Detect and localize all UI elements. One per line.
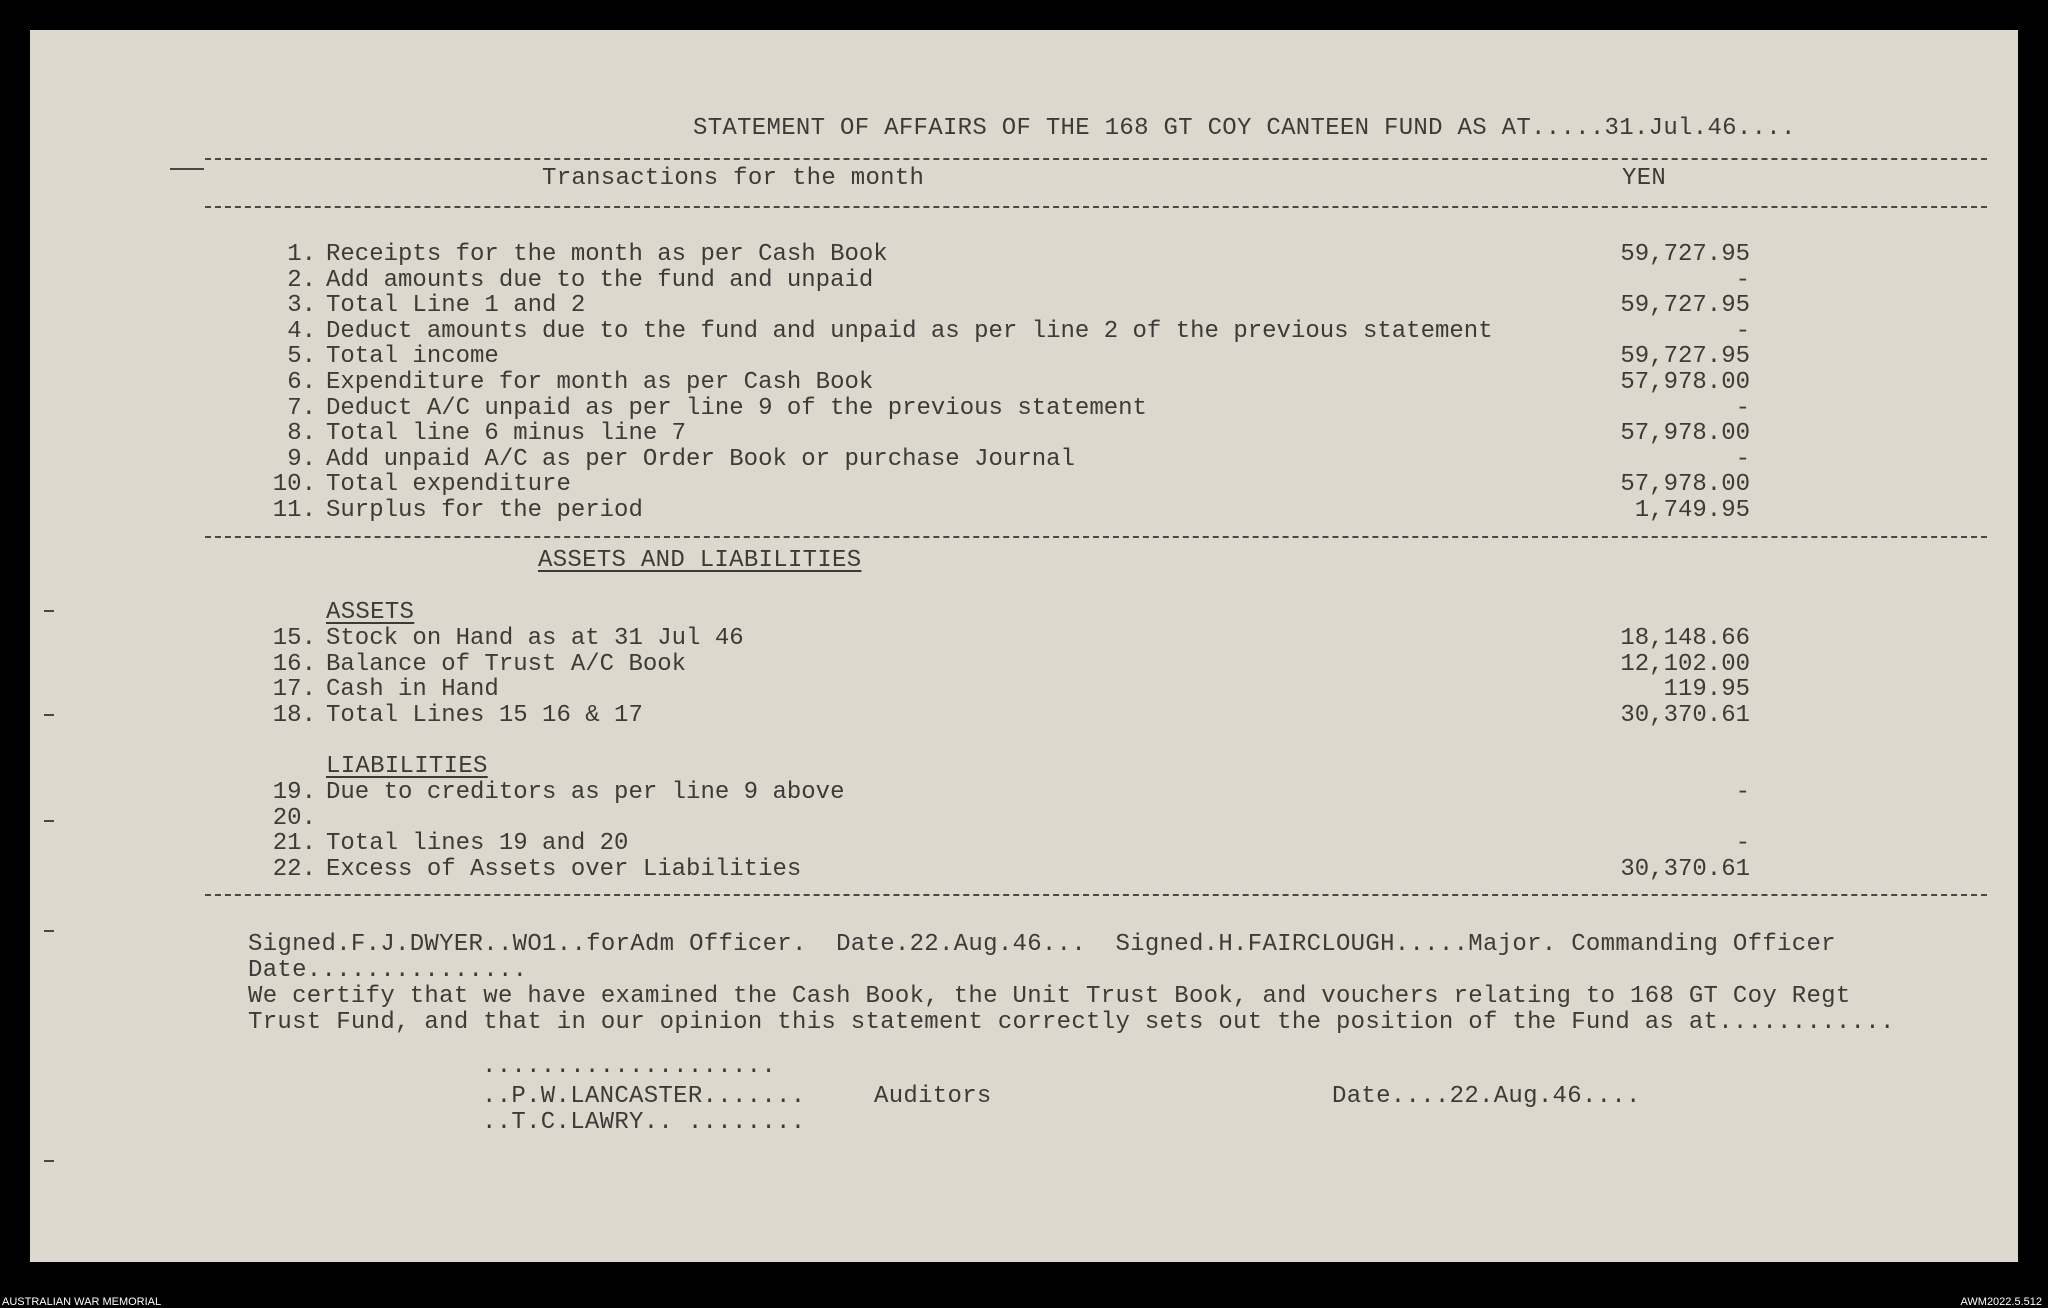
asset-amount: 18,148.66 [1620,625,1750,652]
asset-description: Total Lines 15 16 & 17 [326,701,643,729]
transaction-line-number: 9. [287,445,316,473]
liability-description: Due to creditors as per line 9 above [326,779,845,806]
asset-amount: 30,370.61 [1620,701,1750,729]
assets-heading: ASSETS [326,599,415,626]
transaction-description: Deduct amounts due to the fund and unpaid as per line 2 of the previous statement [326,317,1493,345]
asset-amount: 12,102.00 [1620,650,1750,678]
transaction-amount: 59,727.95 [1620,292,1750,320]
liability-description: Total lines 19 and 20 [326,830,629,858]
certification-line-1: We certify that we have examined the Cash Book, the Unit Trust Book, and vouchers relating to 168 GT Coy Regt [248,983,1851,1010]
liability-description: Excess of Assets over Liabilities [326,855,802,883]
transaction-line-number: 8. [287,420,316,448]
margin-mark [44,1160,54,1162]
transaction-line-number: 7. [287,394,316,422]
margin-mark [44,610,54,612]
transaction-description: Add unpaid A/C as per Order Book or purchase Journal [326,445,1075,473]
transaction-amount: 57,978.00 [1620,471,1750,499]
transaction-amount: 57,978.00 [1620,420,1750,448]
margin-mark [44,930,54,932]
column-header-currency: YEN [1622,165,1667,192]
transaction-description: Total line 6 minus line 7 [326,420,687,448]
transaction-line-number: 4. [287,317,316,345]
asset-line-number: 15. [272,625,316,652]
transaction-description: Total income [326,343,499,371]
transaction-amount: - [1735,394,1750,422]
transaction-amount: 59,727.95 [1620,241,1750,268]
asset-description: Balance of Trust A/C Book [326,650,687,678]
divider-header [205,206,1987,208]
transaction-amount: 57,978.00 [1620,369,1750,396]
transaction-line-number: 6. [287,369,316,396]
assets-liabilities-heading: ASSETS AND LIABILITIES [538,547,862,574]
liabilities-heading: LIABILITIES [326,753,488,780]
asset-line-number: 18. [272,701,316,729]
margin-mark [44,820,54,822]
auditor-signature-2: ..T.C.LAWRY.. ........ [482,1109,806,1136]
footer-left-caption: AUSTRALIAN WAR MEMORIAL [2,1296,162,1308]
auditors-label: Auditors [874,1083,992,1110]
transaction-description: Total Line 1 and 2 [326,292,586,320]
liability-line-number: 22. [272,855,316,883]
divider-liabilities-end [205,894,1987,896]
transaction-description: Receipts for the month as per Cash Book [326,241,888,268]
asset-line-number: 16. [272,650,316,678]
transaction-amount: - [1735,445,1750,473]
transaction-description: Surplus for the period [326,497,643,524]
transaction-description: Add amounts due to the fund and unpaid [326,266,874,294]
column-header-transactions: Transactions for the month [542,165,925,192]
transaction-amount: 1,749.95 [1634,497,1750,524]
transaction-line-number: 5. [287,343,316,371]
transaction-line-number: 2. [287,266,316,294]
auditor-dots: .................... [482,1053,777,1080]
liability-amount: - [1735,779,1750,806]
transaction-line-number: 1. [287,241,316,268]
transaction-line-number: 11. [272,497,316,524]
auditor-date: Date....22.Aug.46.... [1332,1083,1641,1110]
margin-mark [44,714,54,716]
liability-amount: - [1735,830,1750,858]
transaction-description: Expenditure for month as per Cash Book [326,369,874,396]
document-sheet [30,30,2018,1262]
margin-mark [170,168,204,170]
asset-description: Cash in Hand [326,676,499,704]
liability-line-number: 20. [272,804,316,832]
transaction-line-number: 3. [287,292,316,320]
transaction-description: Deduct A/C unpaid as per line 9 of the previous statement [326,394,1147,422]
statement-title: STATEMENT OF AFFAIRS OF THE 168 GT COY CANTEEN FUND AS AT.....31.Jul.46.... [693,115,1796,142]
asset-line-number: 17. [272,676,316,704]
transaction-description: Total expenditure [326,471,571,499]
transaction-line-number: 10. [272,471,316,499]
transaction-amount: - [1735,317,1750,345]
liability-line-number: 19. [272,779,316,806]
liability-line-number: 21. [272,830,316,858]
asset-description: Stock on Hand as at 31 Jul 46 [326,625,744,652]
footer-right-caption: AWM2022.5.512 [1960,1296,2042,1308]
certification-line-2: Trust Fund, and that in our opinion this statement correctly sets out the position of the Fund as at............ [248,1009,1895,1036]
transaction-amount: 59,727.95 [1620,343,1750,371]
transaction-amount: - [1735,266,1750,294]
asset-amount: 119.95 [1663,676,1750,704]
signature-date-line: Date............... [248,957,528,984]
divider-transactions-end [205,536,1987,538]
liability-amount: 30,370.61 [1620,855,1750,883]
auditor-signature-1: ..P.W.LANCASTER....... [482,1083,806,1110]
divider-top [205,158,1987,160]
signature-line: Signed.F.J.DWYER..WO1..forAdm Officer. Date.22.Aug.46... Signed.H.FAIRCLOUGH.....Major. Commanding Officer [248,931,1836,958]
